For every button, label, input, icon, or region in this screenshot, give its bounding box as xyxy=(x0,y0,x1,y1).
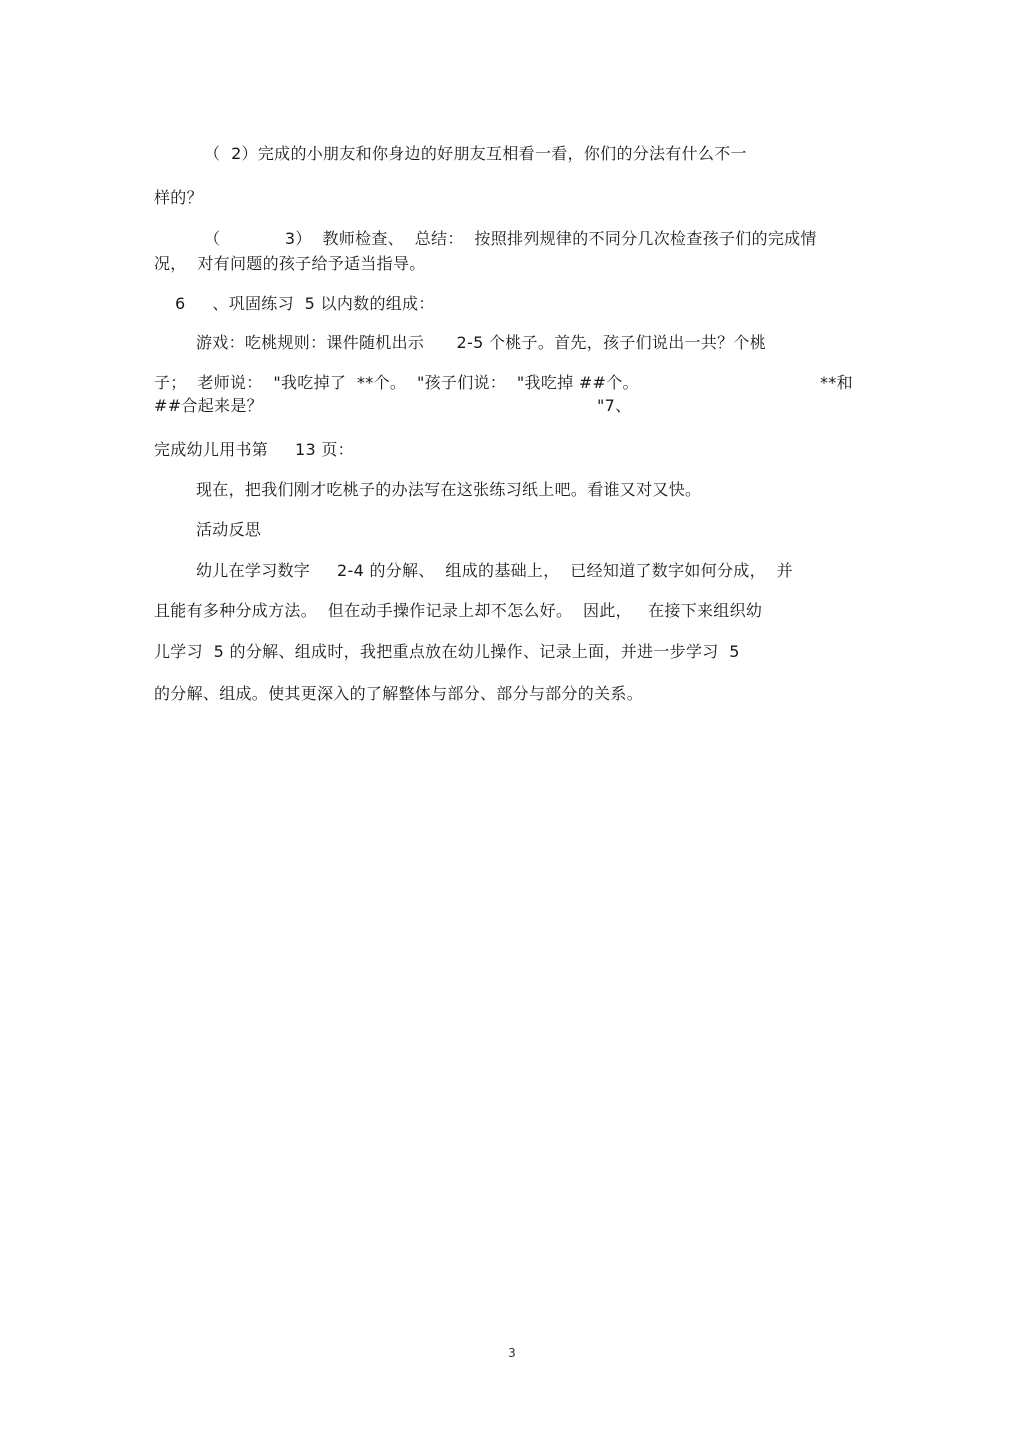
paragraph-line: ##合起来是？ xyxy=(154,396,263,415)
section-heading: 完成幼儿用书第 13 页： xyxy=(154,440,354,459)
paragraph-line: 且能有多种分成方法。 但在动手操作记录上却不怎么好。 因此， 在接下来组织幼 xyxy=(154,601,763,620)
paragraph-line: （ 3） 教师检查、 总结： 按照排列规律的不同分几次检查孩子们的完成情 xyxy=(204,229,817,248)
section-heading: 6 、巩固练习 5 以内数的组成： xyxy=(175,294,435,313)
paragraph-line: 样的？ xyxy=(154,188,203,207)
paragraph-line: 子； 老师说： "我吃掉了 **个。 "孩子们说： "我吃掉 ##个。 xyxy=(154,373,639,392)
paragraph-line: "7、 xyxy=(597,396,632,415)
page-number: 3 xyxy=(508,1346,516,1360)
paragraph-line: **和 xyxy=(820,373,853,392)
section-heading: 活动反思 xyxy=(196,520,262,539)
paragraph-line: 现在，把我们刚才吃桃子的办法写在这张练习纸上吧。看谁又对又快。 xyxy=(196,480,702,499)
paragraph-line: 的分解、组成。使其更深入的了解整体与部分、部分与部分的关系。 xyxy=(154,684,644,703)
paragraph-line: 儿学习 5 的分解、组成时，我把重点放在幼儿操作、记录上面，并进一步学习 5 xyxy=(154,642,740,661)
paragraph-line: 幼儿在学习数字 2-4 的分解、 组成的基础上， 已经知道了数字如何分成， 并 xyxy=(196,561,793,580)
paragraph-line: 况， 对有问题的孩子给予适当指导。 xyxy=(154,254,426,273)
paragraph-line: （ 2）完成的小朋友和你身边的好朋友互相看一看，你们的分法有什么不一 xyxy=(204,144,747,163)
paragraph-line: 游戏：吃桃规则：课件随机出示 2-5 个桃子。首先，孩子们说出一共？个桃 xyxy=(196,333,767,352)
